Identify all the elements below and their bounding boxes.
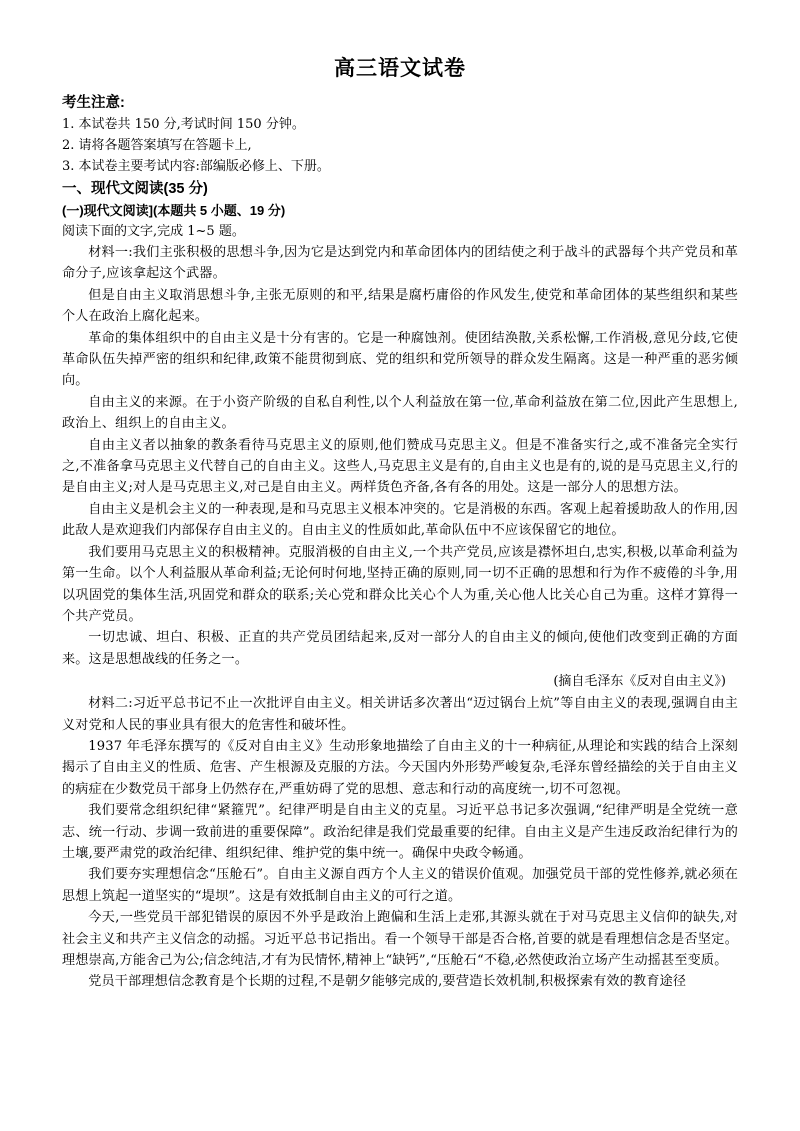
paragraph: 我们要常念组织纪律“紧箍咒”。纪律严明是自由主义的克星。习近平总书记多次强调,“纪律严明是全党统一意志、统一行动、步调一致前进的重要保障”。政治纪律是我们党最重要的纪律。自由主义是产生违反政治纪律行为的土壤,要严肃党的政治纪律、组织纪律、维护党的集中统一。确保中央政令畅通。 (62, 803, 738, 861)
paragraph: 但是自由主义取消思想斗争,主张无原则的和平,结果是腐朽庸俗的作风发生,使党和革命团体的某些组织和某些个人在政治上腐化起来。 (62, 287, 738, 325)
reading-instruction: 阅读下面的文字,完成 1~5 题。 (62, 224, 245, 239)
paragraph: 自由主义的来源。在于小资产阶级的自私自利性,以个人利益放在第一位,革命利益放在第二位,因此产生思想上,政治上、组织上的自由主义。 (62, 394, 738, 432)
paragraph: 材料一:我们主张积极的思想斗争,因为它是达到党内和革命团体内的团结使之利于战斗的武器每个共产党员和革命分子,应该拿起这个武器。 (62, 245, 738, 282)
paragraph: 革命的集体组织中的自由主义是十分有害的。它是一种腐蚀剂。使团结涣散,关系松懈,工作消极,意见分歧,它使革命队伍失掉严密的组织和纪律,政策不能贯彻到底、党的组织和党所领导的群众发生隔离。这是一种严重的恶劣倾向。 (62, 330, 738, 389)
section-heading: 一、现代文阅读(35 分) (62, 181, 208, 197)
paragraph: 1937 年毛泽东撰写的《反对自由主义》生动形象地描绘了自由主义的十一种病征,从理论和实践的结合上深刻揭示了自由主义的性质、危害、产生根源及克服的方法。今天国内外形势严峻复杂,毛泽东曾经描绘的关于自由主义的病症在少数党员干部身上仍然存在,严重妨碍了党的思想、意志和行动的高度统一,切不可忽视。 (62, 738, 738, 797)
paragraph: 自由主义是机会主义的一种表现,是和马克思主义根本冲突的。它是消极的东西。客观上起着援助敌人的作用,因此敌人是欢迎我们内部保存自由主义的。自由主义的性质如此,革命队伍中不应该保留它的地位。 (62, 501, 738, 539)
paragraph: 今天,一些党员干部犯错误的原因不外乎是政治上跑偏和生活上走邪,其源头就在于对马克思主义信仰的缺失,对社会主义和共产主义信念的动摇。习近平总书记指出。看一个领导干部是否合格,首要的就是看理想信念是否坚定。理想崇高,方能舍己为公;信念纯洁,才有为民情怀,精神上“缺钙”,“压舱石“不稳,必然使政治立场产生动摇甚至变质。 (62, 910, 738, 968)
notice-item: 3. 本试卷主要考试内容:部编版必修上、下册。 (62, 159, 330, 174)
source-citation: (摘自毛泽东《反对自由主义》) (553, 674, 726, 690)
paragraph: 我们要夯实理想信念“压舱石”。自由主义源自西方个人主义的错误价值观。加强党员干部的党性修养,就必须在思想上筑起一道坚实的“堤坝”。这是有效抵制自由主义的可行之道。 (62, 867, 738, 904)
paragraph: 材料二:习近平总书记不止一次批评自由主义。相关讲话多次著出“迈过锅台上炕”等自由主义的表现,强调自由主义对党和人民的事业具有很大的危害性和破坏性。 (62, 696, 738, 733)
paragraph: 一切忠诚、坦白、积极、正直的共产党员团结起来,反对一部分人的自由主义的倾向,使他们改变到正确的方面来。这是思想战线的任务之一。 (62, 630, 738, 667)
notice-item: 1. 本试卷共 150 分,考试时间 150 分钟。 (62, 117, 305, 132)
notice-item: 2. 请将各题答案填写在答题卡上, (62, 138, 252, 153)
notice-heading: 考生注意: (62, 95, 125, 111)
notice-block (62, 92, 738, 177)
paragraph: 党员干部理想信念教育是个长期的过程,不是朝夕能够完成的,要营造长效机制,积极探索有效的教育途径 (88, 974, 687, 990)
material-one (62, 242, 738, 693)
material-two (62, 693, 738, 993)
paragraph: 自由主义者以抽象的教条看待马克思主义的原则,他们赞成马克思主义。但是不准备实行之,或不准备完全实行之,不准备拿马克思主义代替自己的自由主义。这些人,马克思主义是有的,自由主义也是有的,说的是马克思主义,行的是自由主义;对人是马克思主义,对己是自由主义。两样货色齐备,各有各的用处。这是一部分人的思想方法。 (62, 437, 738, 496)
page-title: 高三语文试卷 (334, 57, 466, 80)
paragraph: 我们要用马克思主义的积极精神。克服消极的自由主义,一个共产党员,应该是襟怀坦白,忠实,积极,以革命利益为第一生命。以个人利益服从革命利益;无论何时何地,坚持正确的原则,同一切不正确的思想和行为作不疲倦的斗争,用以巩固党的集体生活,巩固党和群众的联系;关心党和群众比关心个人为重,关心他人比关心自己为重。这样才算得一个共产党员。 (62, 544, 738, 624)
subsection-heading: (一)现代文阅读](本题共 5 小题、19 分) (62, 203, 286, 218)
